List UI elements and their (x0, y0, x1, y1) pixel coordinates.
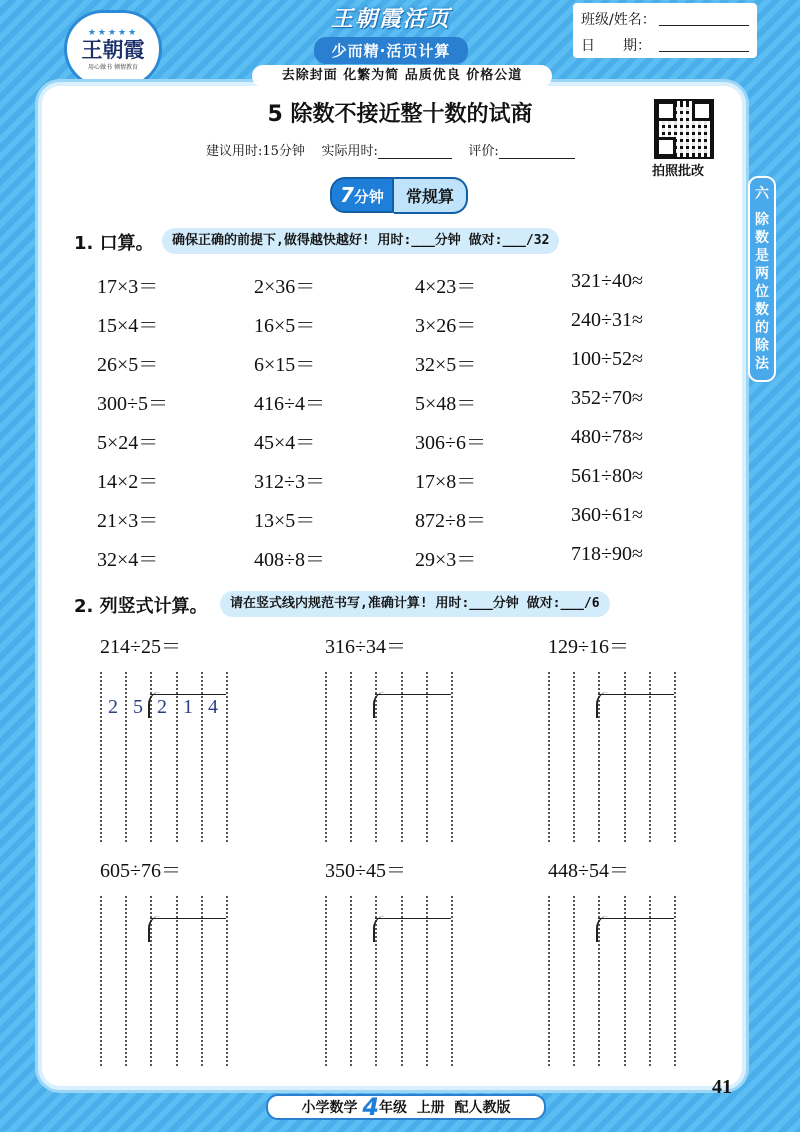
oral-problem: 480÷78≈ (571, 426, 643, 448)
slogan: 去除封面 化繁为简 品质优良 价格公道 (252, 65, 552, 87)
side-tab-char: 六 (755, 186, 769, 202)
oral-problem: 100÷52≈ (571, 348, 643, 370)
evaluation-label: 评价: (468, 144, 499, 159)
grid-column-line (401, 672, 403, 842)
example-digit: 2 (108, 696, 118, 718)
book-footer (266, 1094, 546, 1120)
time-meta (206, 140, 575, 159)
grid-column-line (401, 896, 403, 1066)
vertical-problem: 129÷16＝ (548, 636, 629, 658)
grid-column-line (624, 672, 626, 842)
side-tab-char: 的 (755, 320, 769, 336)
grid-column-line (649, 672, 651, 842)
qr-corner (656, 101, 676, 121)
division-writing-grid[interactable] (548, 896, 678, 1066)
suggested-time: 建议用时:15分钟 (206, 144, 305, 159)
class-name-field[interactable] (659, 25, 749, 26)
division-bar (598, 918, 674, 919)
division-writing-grid[interactable] (548, 672, 678, 842)
grid-column-line (350, 672, 352, 842)
grid-column-line (624, 896, 626, 1066)
oral-problem: 45×4＝ (254, 432, 316, 454)
brand-subtitle: 少而精·活页计算 (314, 37, 469, 64)
division-bracket (148, 916, 160, 942)
oral-problem: 306÷6＝ (415, 432, 486, 454)
grid-column-line (100, 672, 102, 842)
oral-problem: 16×5＝ (254, 315, 316, 337)
page-number: 41 (712, 1076, 732, 1098)
oral-problem: 321÷40≈ (571, 270, 643, 292)
oral-problem: 32×5＝ (415, 354, 477, 376)
grid-column-line (573, 896, 575, 1066)
oral-problem: 872÷8＝ (415, 510, 486, 532)
oral-problem: 561÷80≈ (571, 465, 643, 487)
side-tab-char: 位 (755, 284, 769, 300)
date-label: 日 期： (581, 38, 651, 54)
timer-minutes: 7分钟 (330, 177, 394, 213)
qr-corner (692, 101, 712, 121)
side-tab-char: 是 (755, 248, 769, 264)
grid-column-line (548, 672, 550, 842)
oral-problem: 360÷61≈ (571, 504, 643, 526)
division-bar (150, 694, 226, 695)
oral-problem: 26×5＝ (97, 354, 159, 376)
grid-column-line (176, 896, 178, 1066)
qr-code[interactable] (654, 99, 714, 159)
division-bracket (596, 692, 608, 718)
grid-column-line (451, 672, 453, 842)
section-2-title: 2. 列竖式计算。 (74, 596, 208, 617)
footer-grade: 4 (362, 1093, 380, 1121)
actual-time-label: 实际用时: (321, 144, 378, 159)
chapter-side-tab (748, 176, 776, 382)
grid-column-line (350, 896, 352, 1066)
grid-column-line (100, 896, 102, 1066)
example-digit: 1 (183, 696, 193, 718)
oral-problem: 21×3＝ (97, 510, 159, 532)
footer-edition: 配人教版 (454, 1100, 511, 1116)
vertical-problem: 316÷34＝ (325, 636, 406, 658)
oral-problem: 240÷31≈ (571, 309, 643, 331)
side-tab-char: 除 (755, 212, 769, 228)
student-info-box (573, 3, 757, 58)
grid-column-line (573, 672, 575, 842)
brand-header (286, 2, 496, 64)
example-digit: 4 (208, 696, 218, 718)
grid-column-line (325, 672, 327, 842)
oral-problem: 416÷4＝ (254, 393, 325, 415)
grid-column-line (649, 896, 651, 1066)
grid-column-line (125, 672, 127, 842)
grid-column-line (125, 896, 127, 1066)
grid-column-line (176, 672, 178, 842)
oral-problem: 14×2＝ (97, 471, 159, 493)
publisher-logo (64, 10, 162, 88)
timer-label: 常规算 (394, 177, 468, 214)
section-2-hint: 请在竖式线内规范书写,准确计算! 用时:___分钟 做对:___/6 (220, 591, 610, 617)
grid-column-line (201, 672, 203, 842)
division-bar (598, 694, 674, 695)
qr-corner (656, 137, 676, 157)
date-field[interactable] (659, 51, 749, 52)
oral-problem: 17×3＝ (97, 276, 159, 298)
qr-label: 拍照批改 (652, 164, 705, 179)
class-name-label: 班级/姓名： (581, 12, 656, 28)
timer-badge (330, 180, 468, 210)
oral-problem: 352÷70≈ (571, 387, 643, 409)
section-1-title: 1. 口算。 (74, 233, 154, 254)
oral-problem: 5×48＝ (415, 393, 477, 415)
side-tab-char: 数 (755, 230, 769, 246)
example-digit: 2 (157, 696, 167, 718)
side-tab-char: 两 (755, 266, 769, 282)
actual-time-field[interactable] (378, 158, 452, 159)
grid-column-line (201, 896, 203, 1066)
example-digit: 5 (133, 696, 143, 718)
oral-problem: 408÷8＝ (254, 549, 325, 571)
grid-column-line (325, 896, 327, 1066)
oral-problem: 718÷90≈ (571, 543, 643, 565)
vertical-problem: 448÷54＝ (548, 860, 629, 882)
division-bracket (373, 916, 385, 942)
grid-column-line (674, 672, 676, 842)
oral-problem: 6×15＝ (254, 354, 316, 376)
division-bar (375, 694, 451, 695)
vertical-problem: 214÷25＝ (100, 636, 181, 658)
section-1-hint: 确保正确的前提下,做得越快越好! 用时:___分钟 做对:___/32 (162, 228, 559, 254)
vertical-problem: 605÷76＝ (100, 860, 181, 882)
oral-problem: 29×3＝ (415, 549, 477, 571)
grid-column-line (426, 672, 428, 842)
evaluation-field[interactable] (499, 158, 575, 159)
division-bracket (596, 916, 608, 942)
footer-term: 上册 (416, 1100, 445, 1116)
oral-problem: 4×23＝ (415, 276, 477, 298)
grid-column-line (226, 896, 228, 1066)
logo-tagline: 用心做书 倾情教育 (88, 63, 138, 71)
footer-grade-unit: 年级 (379, 1100, 408, 1116)
grid-column-line (451, 896, 453, 1066)
division-bracket (373, 692, 385, 718)
oral-problem: 13×5＝ (254, 510, 316, 532)
oral-problem: 2×36＝ (254, 276, 316, 298)
side-tab-char: 数 (755, 302, 769, 318)
division-writing-grid[interactable] (100, 672, 230, 842)
grid-column-line (674, 896, 676, 1066)
grid-column-line (548, 896, 550, 1066)
division-writing-grid[interactable] (325, 896, 455, 1066)
logo-stars: ★★★★★ (87, 27, 139, 38)
oral-problem: 300÷5＝ (97, 393, 168, 415)
oral-problem: 15×4＝ (97, 315, 159, 337)
footer-subject: 小学数学 (301, 1100, 358, 1116)
grid-column-line (226, 672, 228, 842)
division-bar (150, 918, 226, 919)
division-writing-grid[interactable] (100, 896, 230, 1066)
oral-problem: 5×24＝ (97, 432, 159, 454)
lesson-title: 5 除数不接近整十数的试商 (267, 102, 533, 127)
oral-problem: 32×4＝ (97, 549, 159, 571)
grid-column-line (426, 896, 428, 1066)
oral-problem: 3×26＝ (415, 315, 477, 337)
division-bar (375, 918, 451, 919)
vertical-problem: 350÷45＝ (325, 860, 406, 882)
brand-title: 王朝霞活页 (330, 6, 451, 32)
oral-problem: 312÷3＝ (254, 471, 325, 493)
division-writing-grid[interactable] (325, 672, 455, 842)
side-tab-char: 法 (755, 356, 769, 372)
oral-problem: 17×8＝ (415, 471, 477, 493)
side-tab-char: 除 (755, 338, 769, 354)
logo-name: 王朝霞 (81, 36, 145, 62)
